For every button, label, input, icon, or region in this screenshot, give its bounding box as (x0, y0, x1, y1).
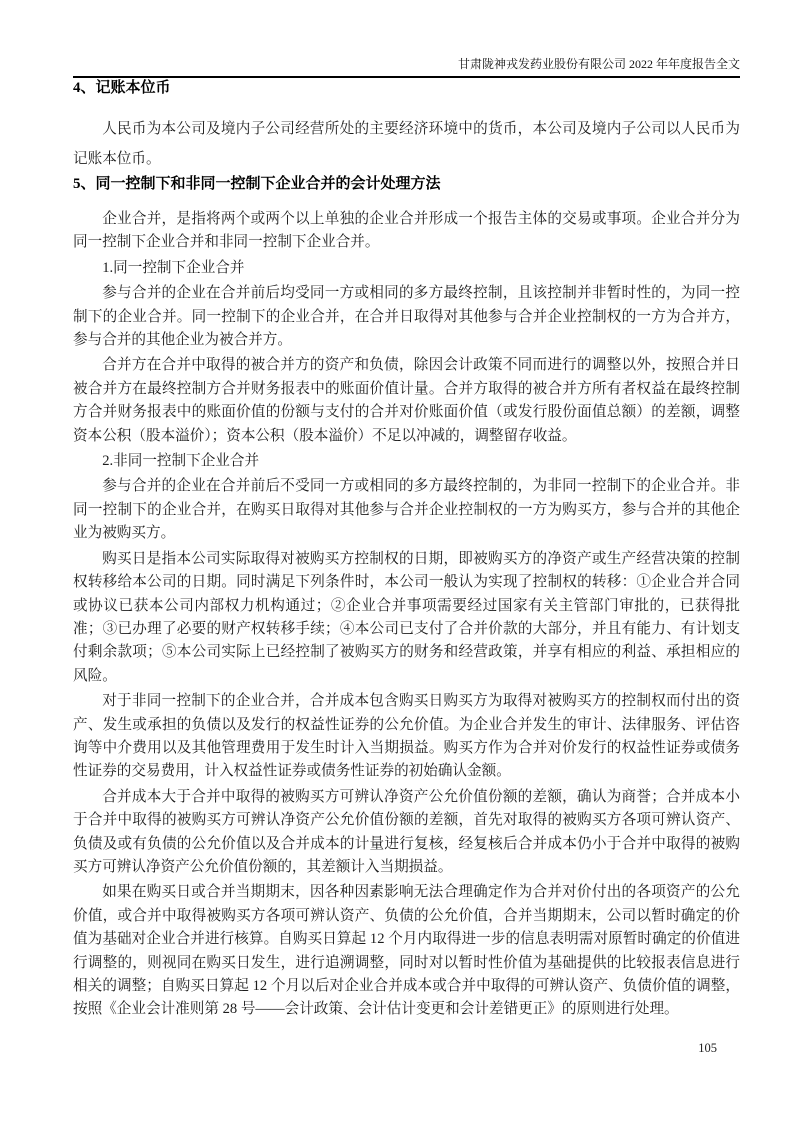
section-5-heading: 5、同一控制下和非同一控制下企业合并的会计处理方法 (73, 176, 441, 192)
section-5-paragraph-1: 企业合并，是指将两个或两个以上单独的企业合并形成一个报告主体的交易或事项。企业合并分为同一控制下企业合并和非同一控制下企业合并。 (73, 211, 740, 251)
section-5-subheading-2: 2.非同一控制下企业合并 (102, 453, 260, 470)
page-header (73, 0, 740, 78)
section-5-paragraph-6: 对于非同一控制下的企业合并，合并成本包含购买日购买方为取得对被购买方的控制权而付出的资产、发生或承担的负债以及发行的权益性证券的公允价值。为企业合并发生的审计、法律服务、评估咨询等中介费用以及其他管理费用于发生时计入当期损益。购买方作为合并对价发行的权益性证券或债务性证券的交易费用，计入权益性证券或债务性证券的初始确认金额。 (73, 693, 740, 780)
section-5-paragraph-2: 参与合并的企业在合并前后均受同一方或相同的多方最终控制，且该控制并非暂时性的，为同一控制下的企业合并。同一控制下的企业合并，在合并日取得对其他参与合并企业控制权的一方为合并方，参与合并的其他企业为被合并方。 (73, 285, 740, 349)
page-content (73, 78, 740, 1022)
section-5-paragraph-7: 合并成本大于合并中取得的被购买方可辨认净资产公允价值份额的差额，确认为商誉；合并成本小于合并中取得的被购买方可辨认净资产公允价值份额的差额，首先对取得的被购买方各项可辨认资产、负债及或有负债的公允价值以及合并成本的计量进行复核，经复核后合并成本仍小于合并中取得的被购买方可辨认净资产公允价值份额的，其差额计入当期损益。 (73, 788, 740, 875)
section-5-paragraph-5: 购买日是指本公司实际取得对被购买方控制权的日期，即被购买方的净资产或生产经营决策的控制权转移给本公司的日期。同时满足下列条件时，本公司一般认为实现了控制权的转移：①企业合并合同或协议已获本公司内部权力机构通过；②企业合并事项需要经过国家有关主管部门审批的，已获得批准；③已办理了必要的财产权转移手续；④本公司已支付了合并价款的大部分，并且有能力、有计划支付剩余款项；⑤本公司实际上已经控制了被购买方的财务和经营政策，并享有相应的利益、承担相应的风险。 (73, 550, 740, 684)
section-4-heading: 4、记账本位币 (73, 80, 171, 96)
section-5-paragraph-3: 合并方在合并中取得的被合并方的资产和负债，除因会计政策不同而进行的调整以外，按照合并日被合并方在最终控制方合并财务报表中的账面价值计量。合并方取得的被合并方所有者权益在最终控制方合并财务报表中的账面价值的份额与支付的合并对价账面价值（或发行股份面值总额）的差额，调整资本公积（股本溢价）；资本公积（股本溢价）不足以冲减的，调整留存收益。 (73, 357, 740, 444)
page-number: 105 (698, 1041, 717, 1055)
section-5-subheading-1: 1.同一控制下企业合并 (102, 259, 245, 276)
section-5-paragraph-4: 参与合并的企业在合并前后不受同一方或相同的多方最终控制的，为非同一控制下的企业合并。非同一控制下的企业合并，在购买日取得对其他参与合并企业控制权的一方为购买方，参与合并的其他企业为被购买方。 (73, 478, 740, 542)
section-5-paragraph-8: 如果在购买日或合并当期期末，因各种因素影响无法合理确定作为合并对价付出的各项资产的公允价值，或合并中取得被购买方各项可辨认资产、负债的公允价值，合并当期期末，公司以暂时确定的价值为基础对企业合并进行核算。自购买日算起 12 个月内取得进一步的信息表明需对原暂时确定的价值进行调整的，则视同在购买日发生，进行追溯调整，同时对以暂时性价值为基础提供的比较报表信息进行相关的调整；自购买日算起 12 个月以后对企业合并成本或合并中取得的可辨认资产、负债价值的调整，按照《企业会计准则第 28 号——会计政策、会计估计变更和会计差错更正》的原则进行处理。 (73, 884, 740, 1018)
section-4-paragraph: 人民币为本公司及境内子公司经营所处的主要经济环境中的货币，本公司及境内子公司以人民币为记账本位币。 (73, 121, 740, 167)
report-header-title: 甘肃陇神戎发药业股份有限公司 2022 年年度报告全文 (457, 57, 740, 71)
